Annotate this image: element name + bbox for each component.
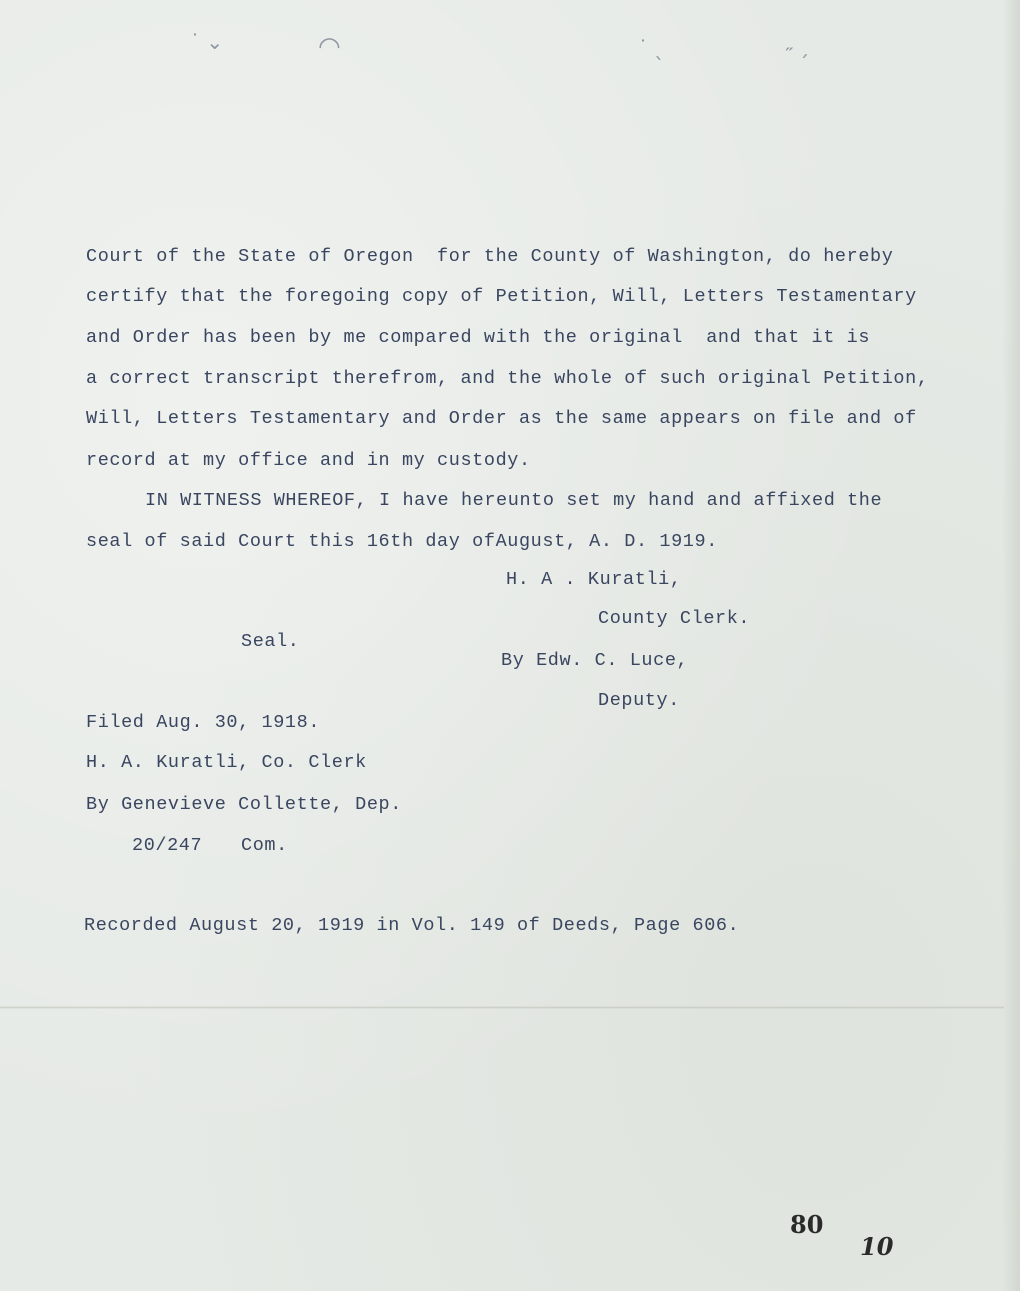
deputy-title: Deputy. [598,690,680,711]
page-edge-shadow [1002,0,1020,1291]
ink-smudge: ◠ [318,32,341,62]
clerk-name: H. A . Kuratli, [506,569,682,590]
certificate-line: Will, Letters Testamentary and Order as the same appears on file and of [86,408,917,429]
certificate-line: Court of the State of Oregon for the County of Washington, do hereby [86,246,894,267]
paper-fold-line [0,1006,1004,1009]
witness-line: IN WITNESS WHEREOF, I have hereunto set my hand and affixed the [145,490,883,511]
ink-smudge: ˙ ˎ [638,36,665,60]
seal-label: Seal. [241,631,300,652]
clerk-title: County Clerk. [598,608,751,629]
ink-smudge: ˙ ⌄ [190,30,224,54]
witness-line: seal of said Court this 16th day ofAugust, A. D. 1919. [86,531,718,552]
deputy-name: By Edw. C. Luce, [501,650,689,671]
filing-clerk: H. A. Kuratli, Co. Clerk [86,752,367,773]
filed-date: Filed Aug. 30, 1918. [86,712,321,733]
page-number-secondary: 10 [860,1232,894,1261]
ink-smudge: ˶ ˏ [786,34,810,58]
certificate-line: and Order has been by me compared with the original and that it is [86,327,871,348]
certificate-line: certify that the foregoing copy of Petition, Will, Letters Testamentary [86,286,917,307]
certificate-line: a correct transcript therefrom, and the whole of such original Petition, [86,368,929,389]
page-number: 80 [790,1210,824,1239]
reference-note: Com. [241,835,288,856]
recorded-line: Recorded August 20, 1919 in Vol. 149 of Deeds, Page 606. [84,915,740,936]
reference-number: 20/247 [132,835,203,856]
certificate-line: record at my office and in my custody. [86,450,531,471]
filing-deputy: By Genevieve Collette, Dep. [86,794,402,815]
